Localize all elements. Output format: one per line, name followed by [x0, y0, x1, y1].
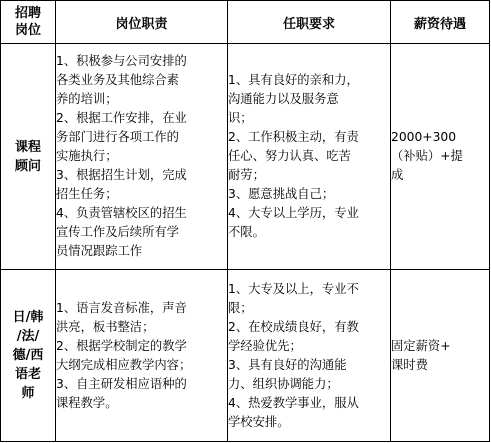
- requirement-line: 1、大专及以上，专业不: [228, 281, 359, 296]
- header-row: [1, 1, 490, 44]
- requirement-line: 任心、努力认真、吃苦: [228, 149, 351, 163]
- duty-line: 2、根据学校制定的教学: [56, 338, 187, 353]
- salary-line: （补贴）+提: [391, 149, 463, 163]
- requirement-line: 力、组织协调能力；: [228, 376, 339, 391]
- duty-line: 课程教学。: [56, 395, 118, 410]
- salary-cell: [391, 270, 490, 442]
- duty-line: 1、语言发音标准，声音: [56, 300, 187, 315]
- position-line: /法/: [16, 329, 40, 344]
- requirement-line: 不限。: [228, 225, 265, 239]
- duty-line: 宣传工作及后续所有学: [56, 225, 179, 239]
- position-line: 招聘: [14, 6, 41, 21]
- position-line: 日/韩: [12, 310, 44, 325]
- duty-line: 员情况跟踪工作: [56, 244, 143, 258]
- requirement-line: 1、具有良好的亲和力，: [228, 73, 359, 87]
- position-line: 课程: [14, 139, 41, 155]
- requirement-line: 学校安排。: [228, 414, 290, 429]
- duty-line: 3、自主研发相应语种的: [56, 376, 187, 391]
- duties-cell: [56, 44, 228, 270]
- table-row-course-consultant: [1, 44, 490, 270]
- requirement-line: 识；: [228, 111, 253, 125]
- duty-line: 招生任务；: [56, 187, 118, 201]
- salary-line: 2000+300: [391, 130, 457, 144]
- position-line: 岗位: [14, 23, 41, 38]
- duty-line: 4、负责管辖校区的招生: [56, 206, 187, 220]
- duty-line: 养的培训；: [56, 92, 118, 106]
- position-language-teacher: [1, 270, 56, 442]
- position-line: 师: [21, 386, 35, 401]
- salary-line: 成: [391, 168, 404, 182]
- duty-line: 大纲完成相应教学内容；: [56, 357, 192, 372]
- duty-line: 2、根据工作安排，在业: [56, 111, 187, 125]
- duties-cell: [56, 270, 228, 442]
- header-requirements: 任职要求: [228, 1, 391, 44]
- requirement-line: 沟通能力以及服务意: [228, 92, 339, 106]
- duty-line: 洪亮，板书整洁；: [56, 319, 155, 334]
- table-row-language-teacher: [1, 270, 490, 442]
- requirement-line: 学经验优先；: [228, 338, 302, 353]
- requirement-line: 耐劳；: [228, 168, 265, 182]
- header-salary: 薪资待遇: [391, 1, 490, 44]
- position-line: 语老: [14, 367, 41, 382]
- salary-line: 课时费: [391, 357, 428, 372]
- requirement-line: 限；: [228, 300, 253, 315]
- position-course-consultant: [1, 44, 56, 270]
- requirement-line: 3、愿意挑战自己；: [228, 187, 335, 201]
- header-duties: 岗位职责: [56, 1, 228, 44]
- duty-line: 1、积极参与公司安排的: [56, 54, 187, 68]
- duty-line: 务部门进行各项工作的: [56, 130, 179, 144]
- duty-line: 3、根据招生计划，完成: [56, 168, 187, 182]
- salary-cell: [391, 44, 490, 270]
- requirements-cell: [228, 44, 391, 270]
- requirements-cell: [228, 270, 391, 442]
- duty-line: 实施执行；: [56, 149, 118, 163]
- position-line: 德/西: [12, 348, 44, 363]
- header-position: [1, 1, 56, 44]
- requirement-line: 4、热爱教学事业，服从: [228, 395, 359, 410]
- requirement-line: 3、具有良好的沟通能: [228, 357, 347, 372]
- duty-line: 各类业务及其他综合素: [56, 73, 179, 87]
- salary-line: 固定薪资+: [391, 338, 451, 353]
- requirement-line: 2、工作积极主动，有责: [228, 130, 359, 144]
- requirement-line: 2、在校成绩良好，有教: [228, 319, 359, 334]
- requirement-line: 4、大专以上学历，专业: [228, 206, 359, 220]
- position-line: 顾问: [14, 158, 41, 174]
